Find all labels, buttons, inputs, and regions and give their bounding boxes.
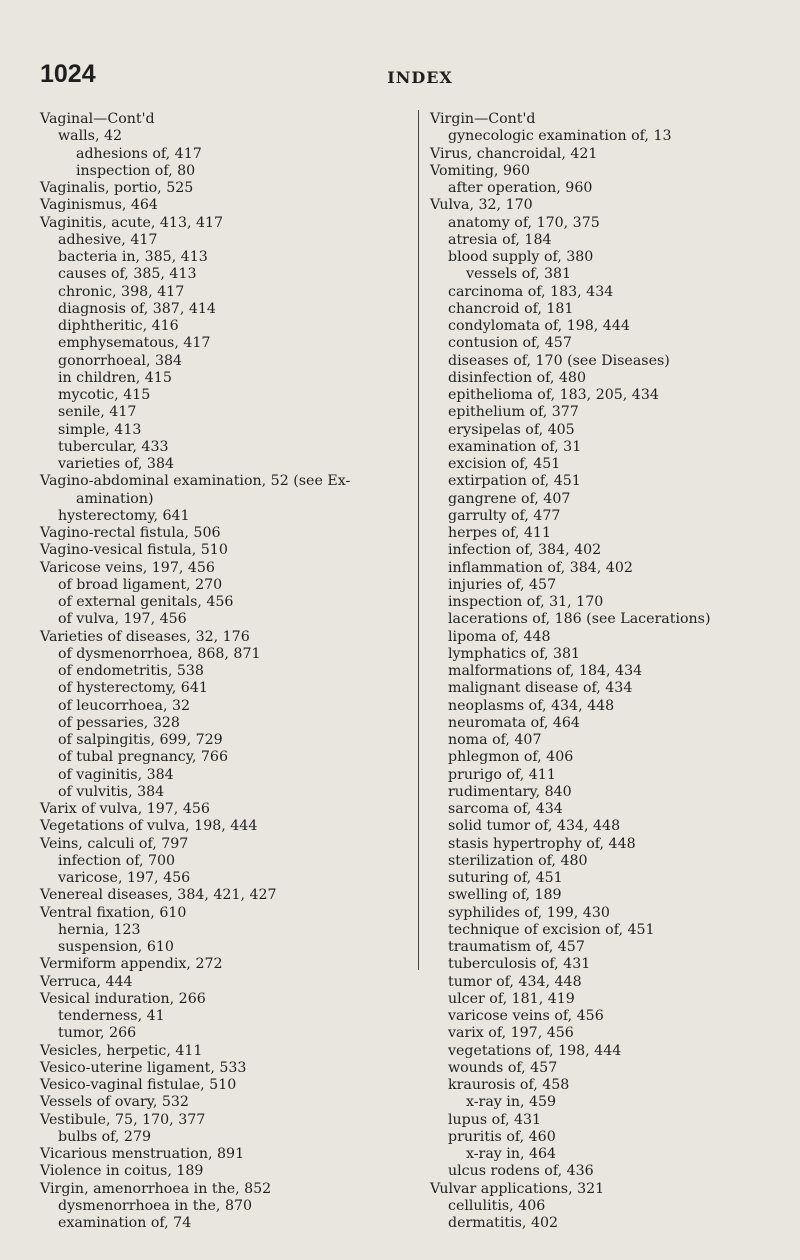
index-subentry: infection of, 384, 402 — [448, 542, 602, 559]
index-entry: Vesical induration, 266 — [40, 990, 206, 1007]
index-entry: Verruca, 444 — [40, 973, 133, 990]
index-subentry: epithelium of, 377 — [448, 404, 579, 421]
index-subentry: ulcus rodens of, 436 — [448, 1163, 594, 1180]
index-subentry: wounds of, 457 — [448, 1059, 558, 1076]
index-entry: Vesico-vaginal fistulae, 510 — [40, 1077, 237, 1093]
index-subentry: ulcer of, 181, 419 — [448, 990, 575, 1007]
index-subentry: hysterectomy, 641 — [58, 507, 190, 524]
index-subentry: varieties of, 384 — [58, 456, 175, 472]
index-subentry: infection of, 700 — [58, 852, 176, 869]
index-subentry: erysipelas of, 405 — [448, 421, 575, 438]
index-subentry: suspension, 610 — [58, 939, 174, 955]
index-entry: Vesicles, herpetic, 411 — [40, 1042, 203, 1059]
index-subentry: examination of, 31 — [448, 438, 582, 455]
index-subentry: causes of, 385, 413 — [58, 266, 197, 283]
index-subentry: blood supply of, 380 — [448, 249, 594, 265]
index-subentry: condylomata of, 198, 444 — [448, 318, 630, 334]
index-entry: Vaginal—Cont'd — [40, 111, 155, 127]
index-subentry: gonorrhoeal, 384 — [58, 352, 183, 369]
index-subentry: tumor, 266 — [58, 1025, 137, 1042]
index-entry: Vegetations of vulva, 198, 444 — [40, 818, 258, 835]
index-subentry: bulbs of, 279 — [58, 1128, 152, 1145]
index-subentry: x-ray in, 459 — [466, 1094, 557, 1111]
index-subentry: stasis hypertrophy of, 448 — [448, 835, 636, 852]
index-subentry: vegetations of, 198, 444 — [448, 1042, 622, 1059]
index-entry: Varix of vulva, 197, 456 — [40, 801, 210, 817]
index-subentry: cellulitis, 406 — [448, 1197, 546, 1214]
index-subentry: tubercular, 433 — [58, 438, 169, 455]
index-subentry: technique of excision of, 451 — [448, 921, 655, 938]
index-subentry: senile, 417 — [58, 404, 137, 421]
index-subentry: amination) — [76, 490, 154, 507]
index-entry: Vagino-rectal fistula, 506 — [40, 525, 221, 541]
index-entry: Varieties of diseases, 32, 176 — [40, 628, 250, 645]
index-subentry: chancroid of, 181 — [448, 300, 574, 317]
index-subentry: lipoma of, 448 — [448, 628, 551, 645]
index-subentry: malignant disease of, 434 — [448, 680, 633, 697]
index-subentry: rudimentary, 840 — [448, 783, 572, 800]
index-subentry: of dysmenorrhoea, 868, 871 — [58, 645, 261, 662]
index-subentry: dysmenorrhoea in the, 870 — [58, 1197, 253, 1214]
index-subentry: vessels of, 381 — [466, 266, 572, 283]
index-entry: Varicose veins, 197, 456 — [40, 559, 215, 576]
page-header — [0, 60, 800, 90]
index-subentry: dermatitis, 402 — [448, 1215, 559, 1231]
index-subentry: of leucorrhoea, 32 — [58, 697, 191, 714]
index-entry: Vaginitis, acute, 413, 417 — [40, 214, 224, 231]
index-subentry: epithelioma of, 183, 205, 434 — [448, 387, 659, 403]
index-entry: Vulva, 32, 170 — [430, 197, 533, 214]
index-subentry: tuberculosis of, 431 — [448, 956, 591, 973]
index-subentry: of broad ligament, 270 — [58, 576, 223, 593]
index-entry: Vaginalis, portio, 525 — [40, 180, 194, 196]
index-subentry: suturing of, 451 — [448, 870, 563, 886]
index-subentry: gynecologic examination of, 13 — [448, 128, 672, 145]
index-entry: Virgin, amenorrhoea in the, 852 — [40, 1180, 272, 1197]
index-subentry: prurigo of, 411 — [448, 766, 556, 783]
index-subentry: sarcoma of, 434 — [448, 801, 563, 817]
index-subentry: of vaginitis, 384 — [58, 766, 174, 783]
index-subentry: kraurosis of, 458 — [448, 1077, 570, 1093]
index-entry: Violence in coitus, 189 — [40, 1163, 204, 1180]
index-subentry: inspection of, 31, 170 — [448, 594, 604, 610]
index-subentry: diagnosis of, 387, 414 — [58, 300, 216, 317]
index-subentry: excision of, 451 — [448, 456, 561, 472]
index-subentry: lymphatics of, 381 — [448, 645, 581, 662]
index-subentry: of hysterectomy, 641 — [58, 680, 208, 697]
index-subentry: herpes of, 411 — [448, 525, 551, 541]
index-subentry: adhesions of, 417 — [76, 145, 202, 162]
index-subentry: x-ray in, 464 — [466, 1146, 557, 1162]
index-subentry: garrulty of, 477 — [448, 507, 561, 524]
index-subentry: carcinoma of, 183, 434 — [448, 283, 614, 300]
index-subentry: extirpation of, 451 — [448, 473, 581, 490]
index-subentry: simple, 413 — [58, 421, 142, 438]
index-subentry: lupus of, 431 — [448, 1111, 542, 1128]
index-subentry: gangrene of, 407 — [448, 490, 571, 507]
index-subentry: anatomy of, 170, 375 — [448, 214, 600, 231]
index-subentry: tenderness, 41 — [58, 1008, 165, 1024]
index-subentry: sterilization of, 480 — [448, 852, 588, 869]
index-subentry: mycotic, 415 — [58, 387, 151, 403]
index-subentry: noma of, 407 — [448, 732, 542, 748]
index-entry: Vestibule, 75, 170, 377 — [40, 1111, 206, 1128]
index-subentry: traumatism of, 457 — [448, 939, 585, 955]
index-entry: Veins, calculi of, 797 — [40, 835, 189, 852]
index-subentry: diseases of, 170 (see Diseases) — [448, 352, 670, 369]
index-subentry: disinfection of, 480 — [448, 369, 586, 386]
index-subentry: varicose veins of, 456 — [448, 1008, 604, 1024]
index-column-left — [40, 111, 410, 1232]
page-title: INDEX — [387, 68, 453, 87]
index-subentry: phlegmon of, 406 — [448, 749, 574, 766]
index-entry: Vermiform appendix, 272 — [40, 956, 223, 973]
column-divider — [418, 110, 419, 970]
index-subentry: chronic, 398, 417 — [58, 283, 185, 300]
index-subentry: neuromata of, 464 — [448, 714, 580, 731]
index-subentry: atresia of, 184 — [448, 231, 552, 248]
index-entry: Vagino-abdominal examination, 52 (see Ex- — [40, 473, 351, 490]
index-subentry: adhesive, 417 — [58, 231, 158, 248]
index-subentry: of endometritis, 538 — [58, 663, 204, 679]
index-entry: Ventral fixation, 610 — [40, 904, 187, 921]
index-entry: Venereal diseases, 384, 421, 427 — [40, 887, 277, 904]
index-entry: Vessels of ovary, 532 — [40, 1094, 189, 1111]
index-subentry: neoplasms of, 434, 448 — [448, 697, 615, 714]
index-subentry: inspection of, 80 — [76, 162, 196, 179]
index-subentry: after operation, 960 — [448, 180, 593, 196]
index-subentry: of tubal pregnancy, 766 — [58, 749, 228, 766]
index-subentry: of vulvitis, 384 — [58, 783, 165, 800]
index-subentry: varix of, 197, 456 — [448, 1025, 574, 1042]
index-entry: Vicarious menstruation, 891 — [40, 1146, 245, 1162]
index-subentry: inflammation of, 384, 402 — [448, 559, 633, 576]
index-subentry: syphilides of, 199, 430 — [448, 904, 610, 921]
index-entry: Virgin—Cont'd — [430, 111, 536, 127]
page-number: 1024 — [40, 60, 96, 88]
index-entry: Vulvar applications, 321 — [430, 1180, 605, 1197]
index-subentry: varicose, 197, 456 — [58, 870, 191, 886]
index-subentry: of external genitals, 456 — [58, 594, 234, 610]
index-entry: Virus, chancroidal, 421 — [430, 145, 598, 162]
index-entry: Vesico-uterine ligament, 533 — [40, 1059, 247, 1076]
index-subentry: walls, 42 — [58, 128, 123, 145]
index-entry: Vagino-vesical fistula, 510 — [40, 542, 228, 559]
index-subentry: solid tumor of, 434, 448 — [448, 818, 621, 835]
index-subentry: swelling of, 189 — [448, 887, 562, 904]
index-subentry: hernia, 123 — [58, 921, 141, 938]
index-subentry: pruritis of, 460 — [448, 1128, 556, 1145]
index-subentry: malformations of, 184, 434 — [448, 663, 643, 679]
index-subentry: lacerations of, 186 (see Lacerations) — [448, 611, 711, 628]
index-subentry: tumor of, 434, 448 — [448, 973, 582, 990]
index-subentry: bacteria in, 385, 413 — [58, 249, 208, 265]
index-subentry: of vulva, 197, 456 — [58, 611, 187, 628]
index-subentry: of salpingitis, 699, 729 — [58, 732, 223, 748]
index-subentry: of pessaries, 328 — [58, 714, 180, 731]
index-column-right — [430, 111, 760, 1232]
index-entry: Vaginismus, 464 — [40, 197, 158, 214]
index-entry: Vomiting, 960 — [430, 162, 531, 179]
index-subentry: examination of, 74 — [58, 1215, 192, 1231]
index-subentry: diphtheritic, 416 — [58, 318, 179, 334]
index-subentry: emphysematous, 417 — [58, 335, 211, 352]
index-subentry: injuries of, 457 — [448, 576, 557, 593]
index-subentry: contusion of, 457 — [448, 335, 572, 352]
index-subentry: in children, 415 — [58, 369, 172, 386]
